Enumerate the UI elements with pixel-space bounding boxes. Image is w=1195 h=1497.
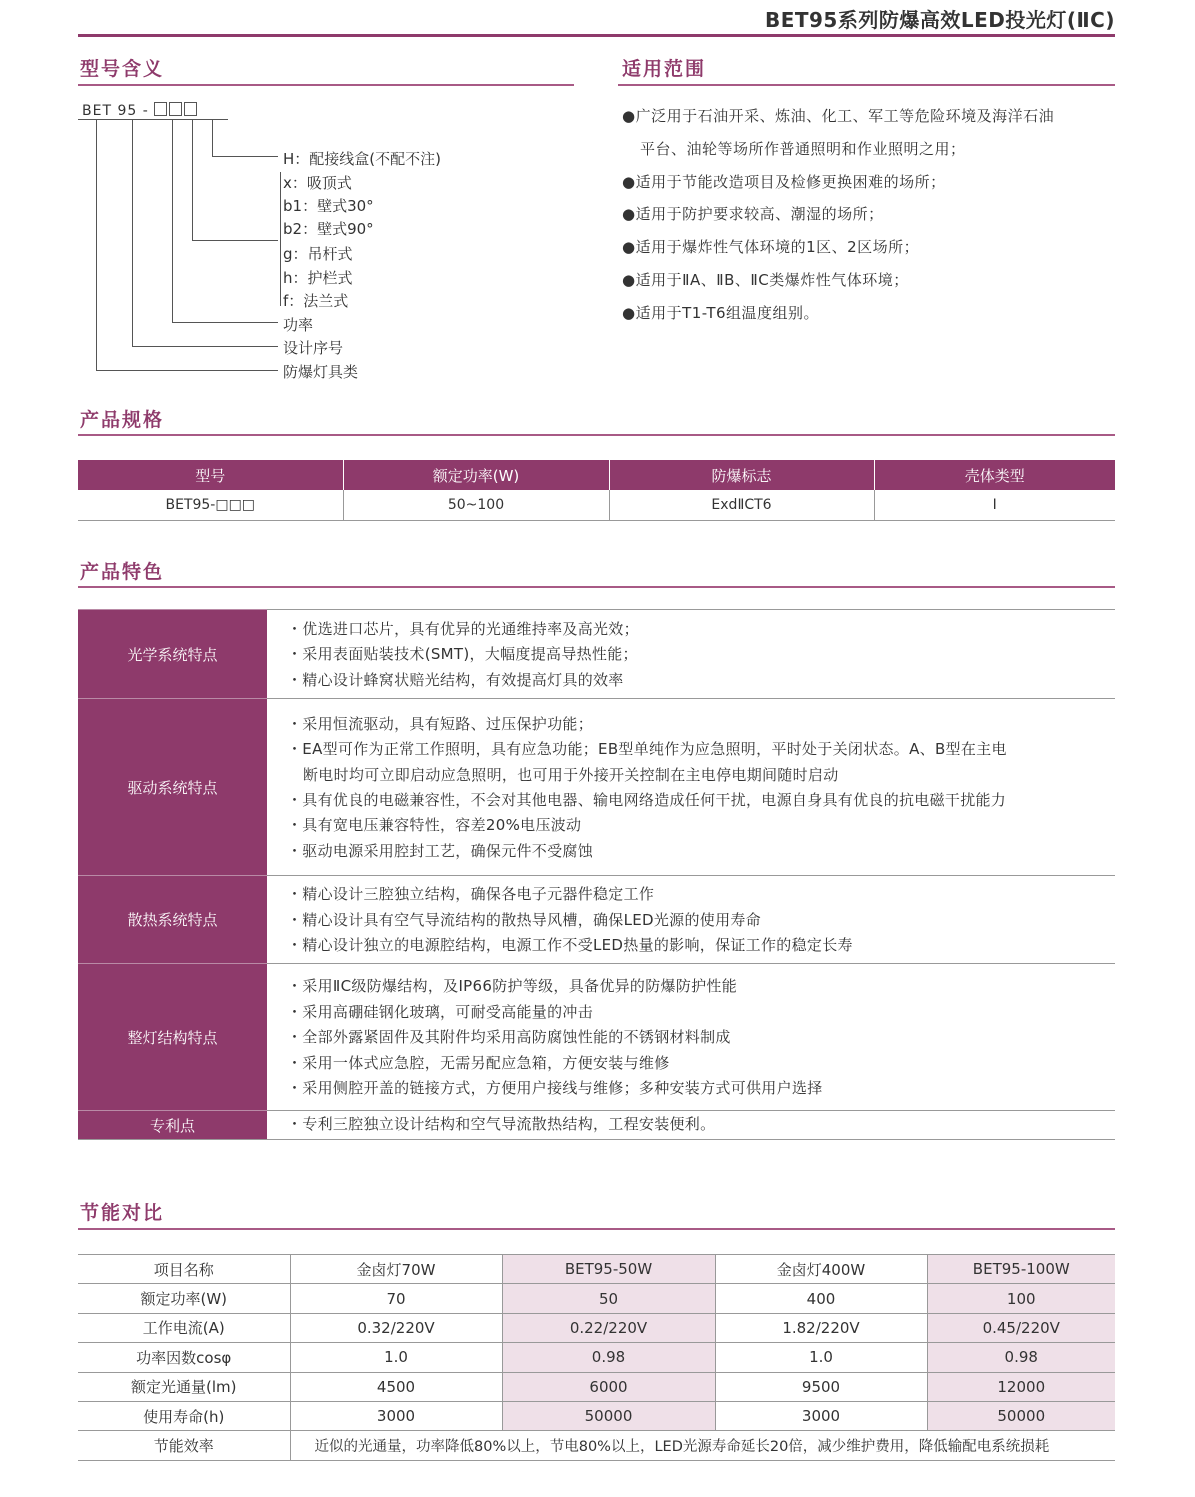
feature-category: 光学系统特点 (78, 610, 267, 699)
comparison-cell: 6000 (502, 1372, 715, 1401)
scope-heading: 适用范围 (622, 58, 707, 80)
efficiency-text: 近似的光通量，功率降低80%以上，节电80%以上，LED光源寿命延长20倍，减少维护费用，降低输配电系统损耗 (290, 1431, 1115, 1460)
feature-row (78, 1111, 1115, 1140)
features-table (78, 609, 1115, 1140)
comparison-cell: 额定光通量(lm) (78, 1372, 290, 1401)
feature-item: ・专利三腔独立设计结构和空气导流散热结构，工程安装便利。 (287, 1115, 716, 1134)
feature-items (267, 964, 1115, 1111)
comparison-cell: 使用寿命(h) (78, 1401, 290, 1430)
features-divider (78, 586, 1115, 588)
feature-item: ・具有优良的电磁兼容性，不会对其他电器、输电网络造成任何干扰，电源自身具有优良的抗电磁干扰能力 (287, 791, 1007, 809)
feature-item: 断电时均可立即启动应急照明，也可用于外接开关控制在主电停电期间随时启动 (303, 765, 839, 784)
table-row (78, 1313, 1115, 1342)
feature-item: ・精心设计三腔独立结构，确保各电子元器件稳定工作 (287, 885, 655, 904)
feature-item: ・EA型可作为正常工作照明，具有应急功能；EB型单纯作为应急照明，平时处于关闭状态。A、B型在主电 (287, 740, 1007, 759)
comparison-col: 金卤灯400W (715, 1255, 927, 1284)
comparison-cell: 9500 (715, 1372, 927, 1401)
efficiency-label: 节能效率 (78, 1431, 290, 1460)
comparison-cell: 0.22/220V (502, 1313, 715, 1342)
comparison-cell: 3000 (715, 1401, 927, 1430)
table-row (78, 1401, 1115, 1430)
feature-item: ・精心设计蜂窝状赔光结构，有效提高灯具的效率 (287, 670, 624, 689)
label-junction-box: H：配接线盒(不配不注) (283, 150, 441, 168)
feature-item: ・精心设计具有空气导流结构的散热导风槽，确保LED光源的使用寿命 (287, 910, 761, 929)
scope-item: ●适用于T1-T6组温度组别。 (622, 304, 820, 322)
spec-col-power: 额定功率(W) (343, 460, 609, 490)
label-wall-90: b2：壁式90° (283, 220, 374, 238)
feature-items (267, 1111, 1115, 1140)
spec-col-model: 型号 (78, 460, 343, 490)
feature-row (78, 876, 1115, 964)
comparison-cell: 功率因数cosφ (78, 1343, 290, 1372)
table-row (78, 1431, 1115, 1460)
connector-h-arm (212, 156, 278, 157)
comparison-cell: 50 (502, 1284, 715, 1313)
label-guardrail: h：护栏式 (283, 269, 353, 287)
feature-row (78, 610, 1115, 699)
comparison-cell: 0.98 (502, 1343, 715, 1372)
connector-class (96, 120, 97, 371)
spec-divider (78, 434, 1115, 436)
comparison-cell: 400 (715, 1284, 927, 1313)
spec-col-ex-mark: 防爆标志 (609, 460, 874, 490)
comparison-divider (78, 1228, 1115, 1230)
spec-cell: ExdⅡCT6 (609, 490, 874, 520)
scope-item: ●广泛用于石油开采、炼油、化工、军工等危险环境及海洋石油 (622, 107, 1055, 125)
label-ceiling: x：吸顶式 (283, 174, 352, 192)
comparison-col: 项目名称 (78, 1255, 290, 1284)
comparison-cell: 工作电流(A) (78, 1313, 290, 1342)
spec-heading: 产品规格 (80, 409, 165, 431)
connector-power (172, 120, 173, 323)
comparison-col: 金卤灯70W (290, 1255, 502, 1284)
comparison-cell: 1.0 (290, 1343, 502, 1372)
comparison-table (78, 1254, 1115, 1461)
comparison-cell: 50000 (927, 1401, 1115, 1430)
features-heading: 产品特色 (80, 561, 165, 583)
connector-h (212, 120, 213, 157)
comparison-cell: 3000 (290, 1401, 502, 1430)
spec-cell: 50~100 (343, 490, 609, 520)
comparison-cell: 1.0 (715, 1343, 927, 1372)
comparison-cell: 12000 (927, 1372, 1115, 1401)
feature-item: ・驱动电源采用腔封工艺，确保元件不受腐蚀 (287, 841, 594, 860)
feature-item: ・采用ⅡC级防爆结构，及IP66防护等级，具备优异的防爆防护性能 (287, 977, 738, 996)
table-row (78, 490, 1115, 520)
model-code (82, 102, 199, 119)
feature-item: ・采用一体式应急腔，无需另配应急箱，方便安装与维修 (287, 1053, 670, 1072)
comparison-cell: 70 (290, 1284, 502, 1313)
comparison-col: BET95-50W (502, 1255, 715, 1284)
feature-category: 散热系统特点 (78, 876, 267, 964)
connector-mount (192, 120, 193, 241)
model-code-prefix: BET 95 - (82, 103, 149, 119)
feature-item: ・采用表面贴装技术(SMT)，大幅度提高导热性能； (287, 645, 638, 664)
document-title: BET95系列防爆高效LED投光灯(ⅡC) (764, 8, 1115, 32)
feature-item: ・采用高硼硅钢化玻璃，可耐受高能量的冲击 (287, 1002, 594, 1021)
spec-table (78, 460, 1115, 521)
code-box-1 (154, 102, 167, 116)
code-box-3 (184, 102, 197, 116)
connector-class-arm (96, 370, 278, 371)
label-pendant: g：吊杆式 (283, 245, 353, 263)
scope-divider (618, 84, 1115, 86)
spec-col-housing: 壳体类型 (874, 460, 1115, 490)
spec-cell: BET95-□□□ (78, 490, 343, 520)
code-box-2 (169, 102, 182, 116)
feature-items (267, 610, 1115, 699)
model-meaning-divider (78, 84, 574, 86)
scope-item: ●适用于节能改造项目及检修更换困难的场所； (622, 173, 946, 191)
feature-item: ・优选进口芯片，具有优异的光通维持率及高光效； (287, 619, 639, 638)
comparison-cell: 0.45/220V (927, 1313, 1115, 1342)
connector-power-arm (172, 322, 278, 323)
table-row (78, 1343, 1115, 1372)
comparison-cell: 1.82/220V (715, 1313, 927, 1342)
comparison-cell: 50000 (502, 1401, 715, 1430)
connector-mount-arm (192, 240, 278, 241)
feature-item: ・采用侧腔开盖的链接方式，方便用户接线与维修；多种安装方式可供用户选择 (287, 1079, 823, 1098)
feature-row (78, 699, 1115, 876)
scope-item: ●适用于ⅡA、ⅡB、ⅡC类爆炸性气体环境； (622, 271, 909, 289)
code-underline (78, 119, 228, 120)
feature-category: 驱动系统特点 (78, 699, 267, 876)
table-row (78, 1372, 1115, 1401)
comparison-col: BET95-100W (927, 1255, 1115, 1284)
feature-items (267, 699, 1115, 876)
comparison-cell: 0.32/220V (290, 1313, 502, 1342)
feature-category: 整灯结构特点 (78, 964, 267, 1111)
spec-cell: Ⅰ (874, 490, 1115, 520)
feature-item: ・精心设计独立的电源腔结构，电源工作不受LED热量的影响，保证工作的稳定长寿 (287, 936, 853, 955)
scope-item: ●适用于爆炸性气体环境的1区、2区场所； (622, 238, 920, 256)
label-wall-30: b1：壁式30° (283, 197, 374, 215)
scope-item: ●适用于防护要求较高、潮湿的场所； (622, 205, 884, 223)
feature-item: ・采用恒流驱动，具有短路、过压保护功能； (287, 714, 594, 733)
table-row (78, 1284, 1115, 1313)
label-class: 防爆灯具类 (283, 363, 359, 381)
feature-row (78, 964, 1115, 1111)
comparison-cell: 额定功率(W) (78, 1284, 290, 1313)
connector-design (132, 120, 133, 347)
label-power: 功率 (283, 316, 314, 334)
comparison-cell: 4500 (290, 1372, 502, 1401)
feature-item: ・具有宽电压兼容特性，容差20%电压波动 (287, 816, 582, 835)
feature-category: 专利点 (78, 1111, 267, 1140)
label-flange: f：法兰式 (283, 292, 349, 310)
model-meaning-heading: 型号含义 (80, 58, 165, 80)
connector-design-arm (132, 346, 278, 347)
feature-item: ・全部外露紧固件及其附件均采用高防腐蚀性能的不锈钢材料制成 (287, 1028, 731, 1047)
title-divider (78, 34, 1115, 37)
feature-items (267, 876, 1115, 964)
mount-bracket (280, 172, 281, 306)
comparison-heading: 节能对比 (80, 1202, 165, 1224)
scope-item: 平台、油轮等场所作普通照明和作业照明之用； (640, 140, 966, 158)
comparison-header-row (78, 1255, 1115, 1284)
comparison-cell: 100 (927, 1284, 1115, 1313)
spec-header-row (78, 460, 1115, 490)
label-design-no: 设计序号 (283, 339, 344, 357)
comparison-cell: 0.98 (927, 1343, 1115, 1372)
